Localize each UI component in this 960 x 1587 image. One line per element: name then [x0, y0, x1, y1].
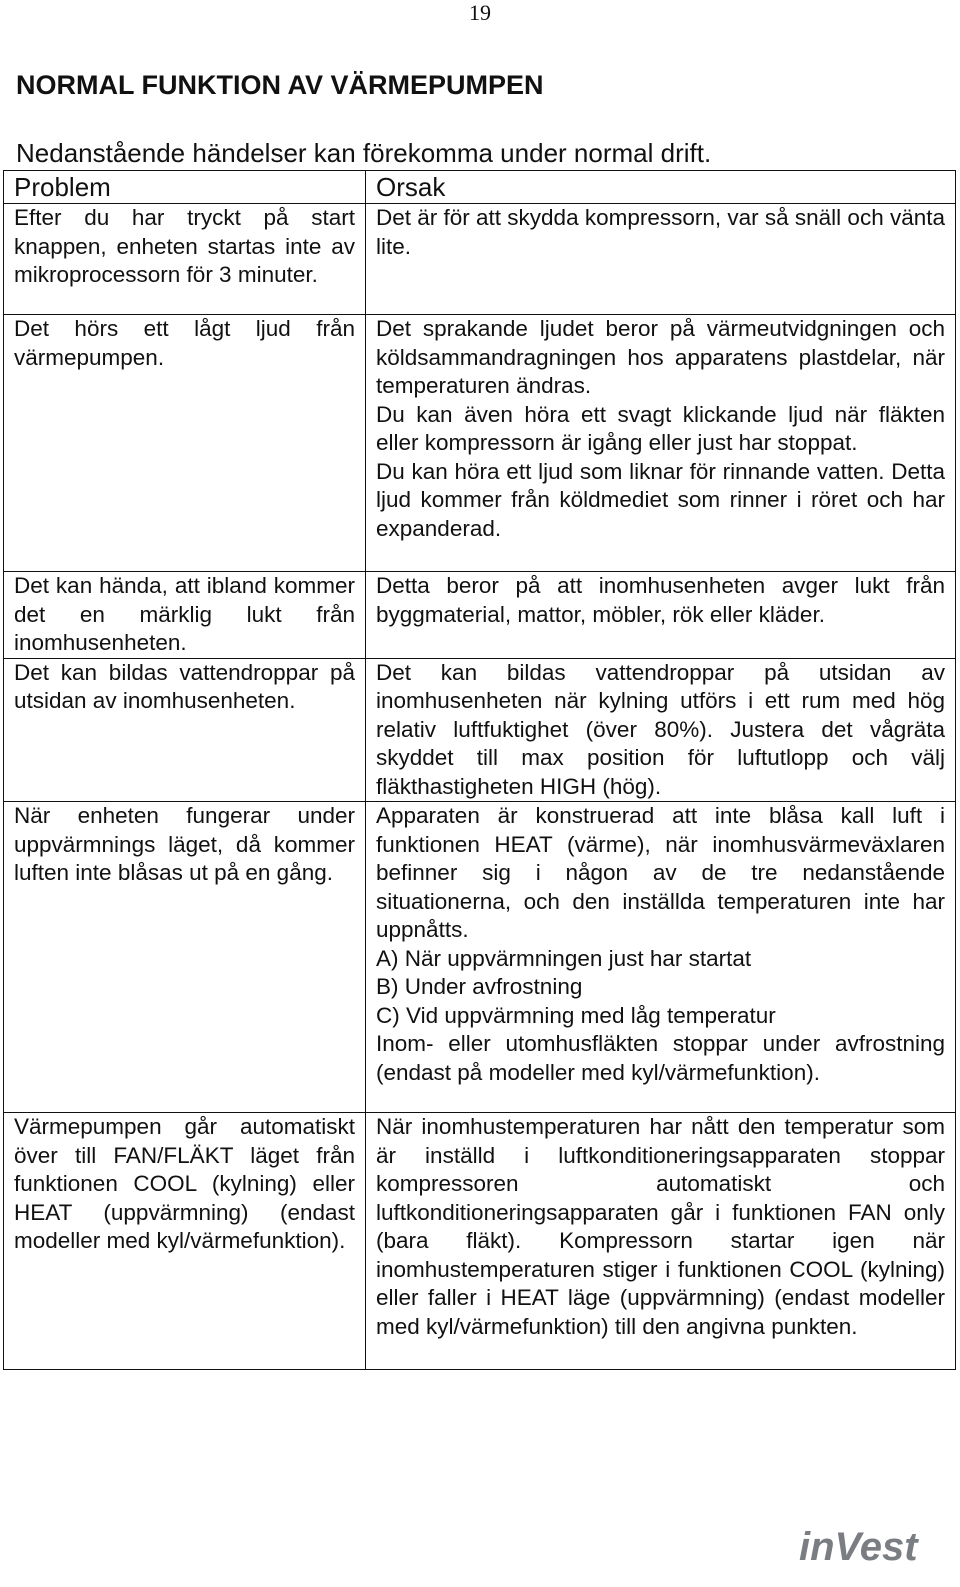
cause-paragraph: Det kan bildas vattendroppar på utsidan av inomhusenheten när kylning utförs i ett rum med hög relativ luftfuktighet (över 80%). Justera det vågräta skyddet till max position för luftutlopp och välj fläkthastigheten HIGH (hög). [376, 659, 945, 799]
intro-text: Nedanstående händelser kan förekomma under normal drift. [16, 138, 712, 168]
cause-cell [366, 572, 956, 659]
problem-cell: Det hörs ett lågt ljud från värmepumpen. [4, 315, 366, 572]
invest-logo [797, 1523, 937, 1567]
troubleshooting-table [3, 170, 956, 1370]
cause-paragraph: Inom- eller utomhusfläkten stoppar under avfrostning (endast på modeller med kyl/värmefunktion). [376, 1031, 945, 1085]
cause-cell [366, 658, 956, 802]
problem-cell: Värmepumpen går automatiskt över till FAN/FLÄKT läget från funktionen COOL (kylning) eller HEAT (uppvärmning) (endast modeller med kyl/värmefunktion). [4, 1113, 366, 1370]
cause-paragraph: Du kan höra ett ljud som liknar för rinnande vatten. Detta ljud kommer från köldmediet som rinner i röret och har expanderad. [376, 458, 945, 541]
cause-paragraph: Det sprakande ljudet beror på värmeutvidgningen och köldsammandragningen hos apparatens plastdelar, när temperaturen ändras. [376, 316, 945, 398]
cause-paragraph: Det är för att skydda kompressorn, var så snäll och vänta lite. [376, 205, 946, 259]
cause-paragraph: Detta beror på att inomhusenheten avger lukt från byggmaterial, mattor, möbler, rök eller kläder. [376, 573, 945, 627]
header-cause: Orsak [366, 171, 956, 204]
cause-paragraph: När inomhustemperaturen har nått den temperatur som är inställd i luftkonditioneringsapparaten stoppar kompressoren automatiskt och luftkonditioneringsapparaten går i funktionen FAN only (bara fläkt). Kompressorn startar igen när inomhustemperaturen stiger i funktionen COOL (kylning) eller faller i HEAT läge (uppvärmning) (endast modeller med kyl/värmefunktion) till den angivna punkten. [376, 1114, 945, 1339]
table-header-row [4, 171, 956, 204]
table-row [4, 204, 956, 315]
table-row [4, 572, 956, 659]
problem-cell: När enheten fungerar under uppvärmnings läget, då kommer luften inte blåsas ut på en gång. [4, 802, 366, 1113]
table-row [4, 1113, 956, 1370]
problem-cell: Det kan hända, att ibland kommer det en märklig lukt från inomhusenheten. [4, 572, 366, 659]
cause-paragraph: C) Vid uppvärmning med låg temperatur [376, 1002, 776, 1028]
table-row [4, 802, 956, 1113]
problem-cell: Efter du har tryckt på start knappen, enheten startas inte av mikroprocessorn för 3 minuter. [4, 204, 366, 315]
logo-wordmark: inVest [799, 1525, 918, 1567]
cause-paragraph: B) Under avfrostning [376, 974, 583, 999]
cause-cell [366, 1113, 956, 1370]
header-problem: Problem [4, 171, 366, 204]
table-row [4, 315, 956, 572]
cause-cell [366, 204, 956, 315]
section-heading: NORMAL FUNKTION AV VÄRMEPUMPEN [16, 70, 544, 100]
problem-cell: Det kan bildas vattendroppar på utsidan av inomhusenheten. [4, 658, 366, 802]
cause-paragraph: A) När uppvärmningen just har startat [376, 945, 752, 971]
cause-paragraph: Apparaten är konstruerad att inte blåsa kall luft i funktionen HEAT (värme), när inomhusvärmeväxlaren befinner sig i någon av de tre nedanstående situationerna, och den inställda temperaturen inte har uppnåtts. [376, 803, 945, 942]
page-number: 19 [469, 0, 491, 25]
table-row [4, 658, 956, 802]
cause-cell [366, 802, 956, 1113]
cause-paragraph: Du kan även höra ett svagt klickande ljud när fläkten eller kompressorn är igång eller just har stoppat. [376, 401, 945, 455]
cause-cell [366, 315, 956, 572]
